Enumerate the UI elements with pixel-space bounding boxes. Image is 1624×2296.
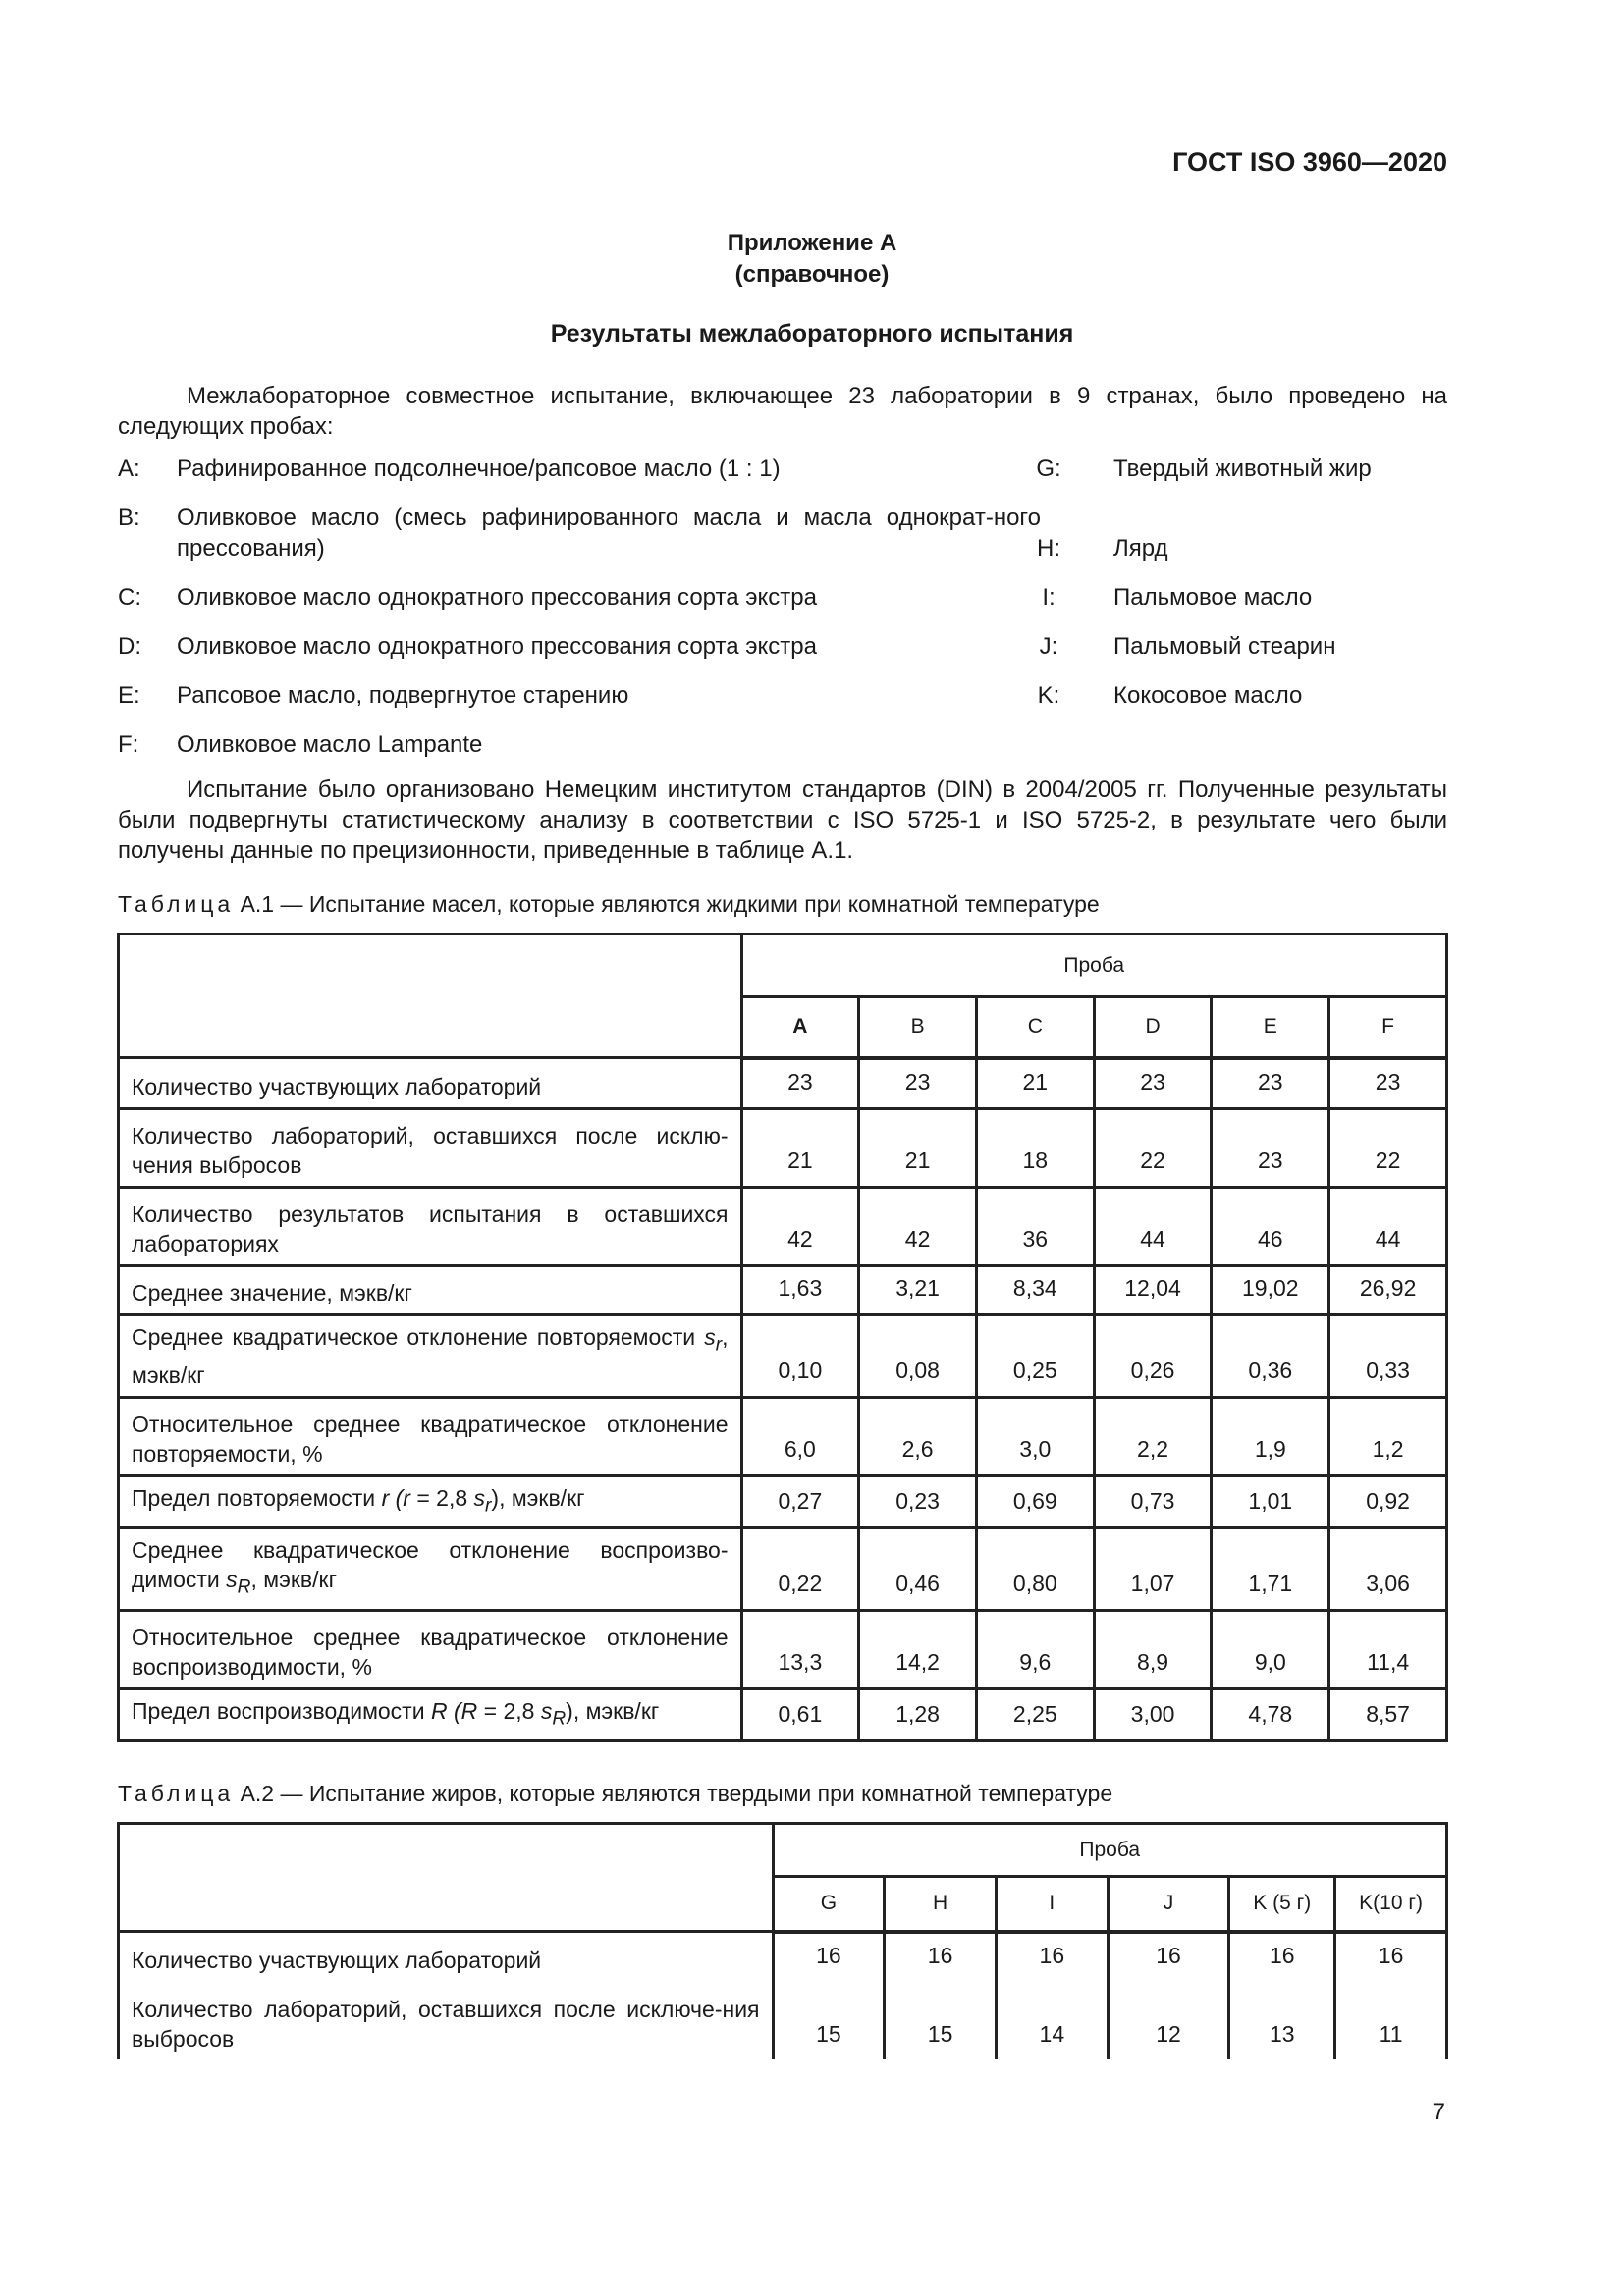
- table-a2: [117, 1822, 1448, 2059]
- row-label: Относительное среднее квадратическое отклонение повторяемости, %: [119, 1397, 742, 1475]
- column-header: K(10 г): [1335, 1877, 1447, 1932]
- sample-code: G:: [1036, 455, 1061, 482]
- row-label: Среднее значение, мэкв/кг: [119, 1266, 742, 1315]
- sample-desc: Оливковое масло однократного прессования сорта экстра: [177, 633, 817, 660]
- intro-paragraph: [118, 381, 1447, 442]
- column-header: F: [1329, 997, 1447, 1058]
- table-cell: 22: [1329, 1109, 1447, 1188]
- table-cell: 0,46: [859, 1528, 977, 1611]
- table-cell: 0,22: [741, 1528, 859, 1611]
- column-header: C: [976, 997, 1094, 1058]
- symbol-subscript: r: [715, 1334, 723, 1356]
- table-cell: 21: [741, 1109, 859, 1188]
- table-cell: 9,0: [1212, 1610, 1329, 1688]
- symbol: r (r: [381, 1484, 410, 1511]
- sample-code: I:: [1042, 584, 1056, 611]
- table2-caption-text: А.2 — Испытание жиров, которые являются твердыми при комнатной температуре: [240, 1781, 1113, 1806]
- row-label: [119, 1475, 742, 1528]
- table-cell: 21: [976, 1058, 1094, 1109]
- table-cell: 0,26: [1094, 1315, 1212, 1398]
- table-cell: 23: [1329, 1058, 1447, 1109]
- table-cell: 16: [1229, 1932, 1335, 1981]
- table-row: [119, 1528, 1447, 1611]
- table-cell: 16: [1108, 1932, 1229, 1981]
- table-cell: 3,06: [1329, 1528, 1447, 1611]
- table-cell: 21: [859, 1109, 977, 1188]
- row-label-unit: , мэкв/кг: [132, 1324, 729, 1388]
- table-cell: 15: [885, 1981, 997, 2059]
- symbol-subscript: r: [485, 1495, 492, 1517]
- symbol: R (R: [430, 1697, 478, 1724]
- table-cell: 2,6: [859, 1397, 977, 1475]
- table-cell: 19,02: [1212, 1266, 1329, 1315]
- table-cell: 1,63: [741, 1266, 859, 1315]
- row-label-unit: ), мэкв/кг: [566, 1697, 660, 1724]
- table-cell: 12: [1108, 1981, 1229, 2059]
- sample-desc: Оливковое масло (смесь рафинированного масла и масла однократ-ного прессования): [177, 505, 1041, 561]
- table-cell: 16: [996, 1932, 1108, 1981]
- sample-desc: Оливковое масло Lampante: [177, 731, 483, 758]
- table-cell: 8,57: [1329, 1688, 1447, 1741]
- table-cell: 26,92: [1329, 1266, 1447, 1315]
- column-header: G: [773, 1877, 885, 1932]
- table1-caption-prefix: Таблица: [118, 891, 235, 917]
- table-cell: 2,2: [1094, 1397, 1212, 1475]
- sample-code: K:: [1037, 682, 1060, 709]
- table-cell: 0,73: [1094, 1475, 1212, 1528]
- row-label-unit: , мэкв/кг: [250, 1567, 337, 1593]
- table-cell: 23: [859, 1058, 977, 1109]
- table-cell: 0,80: [976, 1528, 1094, 1611]
- sample-desc: Твердый животный жир: [1113, 455, 1372, 482]
- symbol: s: [226, 1567, 238, 1593]
- symbol: s: [473, 1484, 486, 1511]
- table-cell: 0,36: [1212, 1315, 1329, 1398]
- row-label: [119, 1315, 742, 1398]
- sample-code: D:: [118, 633, 141, 660]
- table-a1: [117, 933, 1448, 1742]
- table-cell: 1,01: [1212, 1475, 1329, 1528]
- table-cell: 12,04: [1094, 1266, 1212, 1315]
- table-cell: 23: [1212, 1109, 1329, 1188]
- sample-code: E:: [118, 682, 140, 709]
- table-cell: 0,10: [741, 1315, 859, 1398]
- table-cell: 0,92: [1329, 1475, 1447, 1528]
- table-cell: 1,71: [1212, 1528, 1329, 1611]
- table-cell: 15: [773, 1981, 885, 2059]
- table-cell: 13,3: [741, 1610, 859, 1688]
- table1-caption-text: А.1 — Испытание масел, которые являются жидкими при комнатной температуре: [240, 891, 1100, 917]
- table-cell: 23: [1094, 1058, 1212, 1109]
- symbol-subscript: R: [237, 1576, 251, 1598]
- table-corner-cell: [119, 1824, 774, 1932]
- table-cell: 14,2: [859, 1610, 977, 1688]
- row-label: Количество лабораторий, оставшихся после исключе-ния выбросов: [119, 1981, 774, 2059]
- column-header: D: [1094, 997, 1212, 1058]
- table-cell: 44: [1094, 1188, 1212, 1266]
- table-cell: 8,34: [976, 1266, 1094, 1315]
- intro-text: Межлабораторное совместное испытание, включающее 23 лаборатории в 9 странах, было проведено на следующих пробах:: [118, 383, 1447, 440]
- table-cell: 0,08: [859, 1315, 977, 1398]
- column-header: E: [1212, 997, 1329, 1058]
- table-cell: 23: [1212, 1058, 1329, 1109]
- sample-desc: Пальмовое масло: [1113, 584, 1313, 611]
- annex-subtitle: (справочное): [734, 261, 890, 288]
- row-label: Относительное среднее квадратическое отклонение воспроизводимости, %: [119, 1610, 742, 1688]
- table-cell: 3,21: [859, 1266, 977, 1315]
- sample-code: J:: [1039, 633, 1058, 660]
- table-cell: 11,4: [1329, 1610, 1447, 1688]
- table-cell: 42: [859, 1188, 977, 1266]
- column-header: K (5 г): [1229, 1877, 1335, 1932]
- column-header: B: [859, 997, 977, 1058]
- table-cell: 2,25: [976, 1688, 1094, 1741]
- table-row: [119, 1610, 1447, 1688]
- row-label: Количество результатов испытания в оставшихся лабораториях: [119, 1188, 742, 1266]
- row-label-text: Среднее квадратическое отклонение повторяемости: [132, 1324, 705, 1350]
- table2-caption: [118, 1781, 1112, 1807]
- organization-text: Испытание было организовано Немецким институтом стандартов (DIN) в 2004/2005 гг. Полученные результаты были подвергнуты статистическому анализу в соответствии с ISO 5725-1 и ISO 5725-2, в результате чего были получены данные по прецизионности, приведенные в таблице А.1.: [118, 776, 1447, 864]
- sample-code: H:: [1037, 535, 1060, 561]
- table-header-row: [119, 1824, 1447, 1877]
- table-cell: 16: [885, 1932, 997, 1981]
- table-cell: 1,28: [859, 1688, 977, 1741]
- table-cell: 11: [1335, 1981, 1447, 2059]
- table-row: [119, 1981, 1447, 2059]
- table-cell: 1,2: [1329, 1397, 1447, 1475]
- table-cell: 8,9: [1094, 1610, 1212, 1688]
- table-cell: 44: [1329, 1188, 1447, 1266]
- sample-desc: Оливковое масло однократного прессования сорта экстра: [177, 584, 817, 611]
- sample-desc: Лярд: [1113, 535, 1168, 561]
- column-header: J: [1108, 1877, 1229, 1932]
- column-header: H: [885, 1877, 997, 1932]
- table-cell: 14: [996, 1981, 1108, 2059]
- table-row: [119, 1315, 1447, 1398]
- table-cell: 46: [1212, 1188, 1329, 1266]
- row-label: [119, 1688, 742, 1741]
- sample-code: F:: [118, 731, 139, 758]
- table-cell: 36: [976, 1188, 1094, 1266]
- table-cell: 1,07: [1094, 1528, 1212, 1611]
- table-cell: 23: [741, 1058, 859, 1109]
- group-header: Проба: [741, 934, 1447, 997]
- table-row: [119, 1266, 1447, 1315]
- row-label-text: Предел воспроизводимости: [132, 1697, 431, 1724]
- table-cell: 16: [773, 1932, 885, 1981]
- sample-desc: Рафинированное подсолнечное/рапсовое масло (1 : 1): [177, 455, 781, 482]
- table-cell: 0,25: [976, 1315, 1094, 1398]
- table-cell: 1,9: [1212, 1397, 1329, 1475]
- row-label: [119, 1528, 742, 1611]
- column-header: A: [741, 997, 859, 1058]
- table-row: [119, 1397, 1447, 1475]
- table-row: [119, 1475, 1447, 1528]
- row-label: Количество участвующих лабораторий: [119, 1058, 742, 1109]
- row-label-text: = 2,8: [477, 1697, 541, 1724]
- table-cell: 22: [1094, 1109, 1212, 1188]
- table-cell: 6,0: [741, 1397, 859, 1475]
- row-label: Количество участвующих лабораторий: [119, 1932, 774, 1981]
- symbol: s: [540, 1697, 553, 1724]
- table-cell: 16: [1335, 1932, 1447, 1981]
- table-row: [119, 1932, 1447, 1981]
- organization-paragraph: [118, 774, 1447, 866]
- table-cell: 42: [741, 1188, 859, 1266]
- symbol-subscript: R: [552, 1708, 567, 1730]
- sample-code: B:: [118, 505, 140, 531]
- column-header: I: [996, 1877, 1108, 1932]
- table-cell: 9,6: [976, 1610, 1094, 1688]
- sample-desc: Рапсовое масло, подвергнутое старению: [177, 682, 629, 709]
- annex-heading: [0, 228, 1624, 291]
- table-cell: 0,69: [976, 1475, 1094, 1528]
- table-corner-cell: [119, 934, 742, 1058]
- table-row: [119, 1688, 1447, 1741]
- sample-desc: Пальмовый стеарин: [1113, 633, 1336, 660]
- table2-caption-prefix: Таблица: [118, 1781, 235, 1806]
- page-number: 7: [1432, 2099, 1445, 2125]
- table-cell: 0,23: [859, 1475, 977, 1528]
- row-label-text: = 2,8: [409, 1484, 474, 1511]
- row-label-text: Среднее квадратическое отклонение воспроизво-димости: [132, 1537, 729, 1593]
- table-cell: 0,27: [741, 1475, 859, 1528]
- table-cell: 0,61: [741, 1688, 859, 1741]
- table-row: [119, 1058, 1447, 1109]
- table-cell: 3,0: [976, 1397, 1094, 1475]
- symbol: s: [704, 1324, 716, 1350]
- table-cell: 18: [976, 1109, 1094, 1188]
- sample-code: A:: [118, 455, 140, 482]
- group-header: Проба: [773, 1824, 1447, 1877]
- row-label: Количество лабораторий, оставшихся после исклю-чения выбросов: [119, 1109, 742, 1188]
- annex-title: Приложение А: [727, 230, 897, 256]
- section-title: Результаты межлабораторного испытания: [550, 320, 1074, 347]
- sample-desc: Кокосовое масло: [1113, 682, 1303, 709]
- sample-code: C:: [118, 584, 141, 611]
- table1-caption: [118, 891, 1100, 918]
- row-label-text: Предел повторяемости: [132, 1484, 382, 1511]
- table-row: [119, 1188, 1447, 1266]
- table-cell: 13: [1229, 1981, 1335, 2059]
- table-cell: 0,33: [1329, 1315, 1447, 1398]
- table-header-row: [119, 934, 1447, 997]
- row-label-unit: ), мэкв/кг: [491, 1484, 585, 1511]
- document-id: ГОСТ ISO 3960—2020: [1172, 147, 1447, 177]
- table-cell: 4,78: [1212, 1688, 1329, 1741]
- table-cell: 3,00: [1094, 1688, 1212, 1741]
- table-row: [119, 1109, 1447, 1188]
